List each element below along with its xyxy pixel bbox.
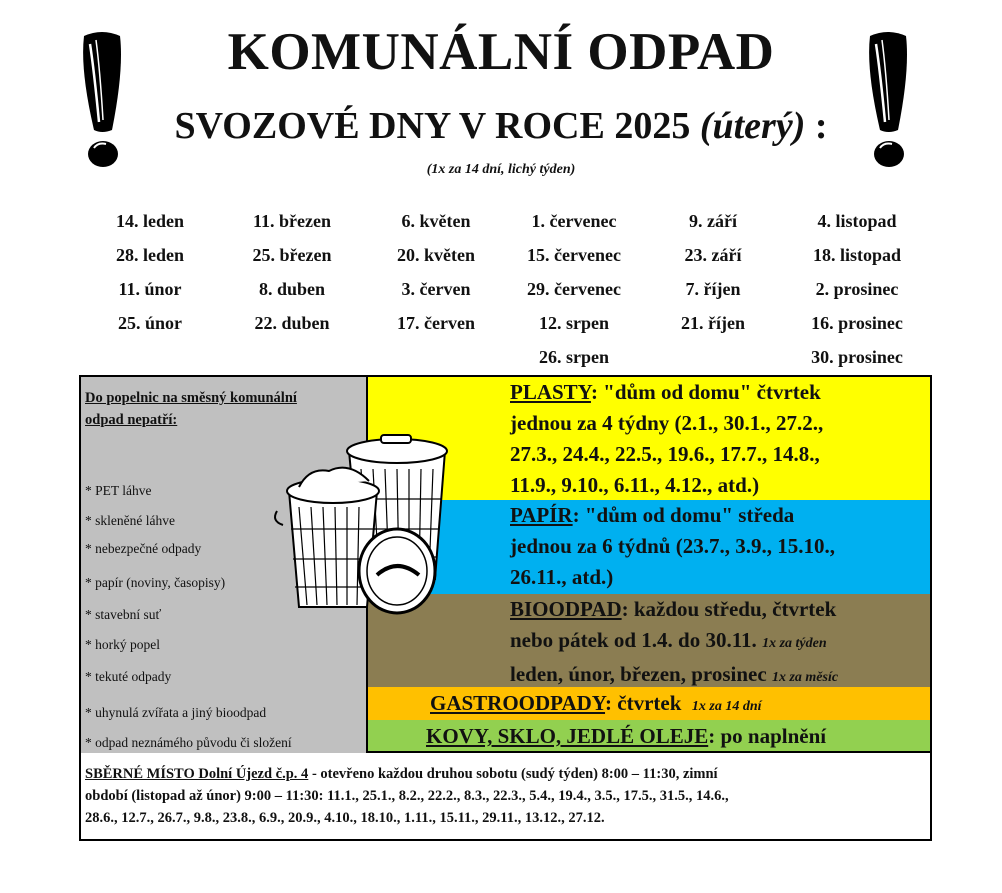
schedule-date: 12. srpen [538, 313, 609, 333]
schedule-date: 26. srpen [538, 347, 609, 367]
not-allowed-item: * nebezpečné odpady [85, 541, 202, 556]
schedule-date: 11. březen [253, 211, 331, 231]
schedule-date: 3. červen [401, 279, 471, 299]
schedule-date: 20. květen [397, 245, 475, 265]
gastro-band [368, 687, 930, 720]
bioodpad-note: 1x za měsíc [771, 670, 839, 685]
papir-text: 26.11., atd.) [510, 565, 614, 589]
schedule-column-6 [782, 208, 932, 378]
gastro-text: : čtvrtek [605, 691, 682, 715]
plasty-text: 27.3., 24.4., 22.5., 19.6., 17.7., 14.8., [510, 442, 820, 466]
schedule-column-4 [499, 208, 649, 378]
not-allowed-item: * tekuté odpady [85, 669, 172, 684]
bioodpad-note: 1x za týden [762, 636, 827, 651]
subtitle-main: SVOZOVÉ DNY V ROCE 2025 [174, 105, 691, 147]
schedule-date: 16. prosinec [811, 313, 903, 333]
schedule-date: 22. duben [254, 313, 330, 333]
schedule-date: 28. leden [115, 245, 184, 265]
kovy-text: : po naplnění [708, 724, 827, 748]
schedule-column-1 [75, 208, 225, 344]
plasty-text: : "dům od domu" čtvrtek [590, 380, 821, 404]
schedule-column-2 [217, 208, 367, 344]
bioodpad-text: leden, únor, březen, prosinec [510, 662, 767, 686]
schedule-date: 25. únor [117, 313, 182, 333]
not-allowed-item: * odpad neznámého původu či složení [85, 735, 292, 750]
schedule-date: 6. květen [401, 211, 471, 231]
schedule-date: 7. říjen [685, 279, 741, 299]
gastro-note: 1x za 14 dní [691, 699, 762, 714]
schedule-date: 18. listopad [812, 245, 902, 265]
papir-text: jednou za 6 týdnů (23.7., 3.9., 15.10., [510, 534, 835, 558]
not-allowed-heading-line: odpad nepatří: [85, 412, 178, 428]
not-allowed-item: * skleněné láhve [85, 513, 175, 528]
schedule-date: 14. leden [115, 211, 184, 231]
schedule-date: 21. říjen [681, 313, 745, 333]
collection-point-name: SBĚRNÉ MÍSTO Dolní Újezd č.p. 4 [85, 766, 309, 782]
not-allowed-heading [85, 387, 365, 431]
papir-text: : "dům od domu" středa [572, 503, 795, 527]
schedule-column-3 [361, 208, 511, 344]
schedule-date: 23. září [684, 245, 742, 265]
kovy-band [368, 720, 930, 753]
plasty-text: 11.9., 9.10., 6.11., 4.12., atd.) [510, 473, 760, 497]
schedule-column-5 [638, 208, 788, 344]
trash-bins-icon [269, 429, 464, 619]
not-allowed-item: * horký popel [85, 637, 160, 652]
not-allowed-item: * papír (noviny, časopisy) [85, 575, 226, 590]
bioodpad-label: BIOODPAD [510, 597, 622, 621]
info-box [79, 375, 932, 841]
frequency-note: (1x za 14 dní, lichý týden) [426, 162, 576, 177]
not-allowed-item: * uhynulá zvířata a jiný bioodpad [85, 705, 267, 720]
subtitle-colon: : [805, 105, 828, 147]
papir-label: PAPÍR [510, 503, 573, 527]
bioodpad-text: : každou středu, čtvrtek [621, 597, 837, 621]
page-title: KOMUNÁLNÍ ODPAD [227, 23, 775, 81]
page-subtitle [0, 104, 1002, 148]
schedule-date: 29. červenec [527, 279, 621, 299]
plasty-label: PLASTY [510, 380, 591, 404]
subtitle-day: (úterý) [699, 105, 806, 147]
schedule-date: 9. září [689, 211, 737, 231]
not-allowed-item: * stavební suť [85, 607, 162, 622]
schedule-date: 17. červen [397, 313, 475, 333]
schedule-date: 2. prosinec [815, 279, 899, 299]
schedule-date: 4. listopad [817, 211, 897, 231]
collection-point-footer [81, 753, 930, 839]
footer-text: období (listopad až únor) 9:00 – 11:30: 11.1., 25.1., 8.2., 22.2., 8.3., 22.3., 5.4., 19.4., 3.5., 17.5., 31.5., 14.6., [85, 788, 729, 804]
footer-text: 28.6., 12.7., 26.7., 9.8., 23.8., 6.9., 20.9., 4.10., 18.10., 1.11., 15.11., 29.11., 13.12., 27.12. [85, 810, 605, 826]
schedule-date: 30. prosinec [811, 347, 903, 367]
kovy-label: KOVY, SKLO, JEDLÉ OLEJE [426, 724, 709, 748]
schedule-date: 25. březen [252, 245, 332, 265]
plasty-text: jednou za 4 týdny (2.1., 30.1., 27.2., [510, 411, 824, 435]
schedule-date: 11. únor [118, 279, 182, 299]
schedule-date: 1. červenec [531, 211, 617, 231]
schedule-date: 8. duben [258, 279, 326, 299]
not-allowed-item: * PET láhve [85, 483, 152, 498]
bioodpad-text: nebo pátek od 1.4. do 30.11. [510, 628, 757, 652]
not-allowed-heading-line: Do popelnic na směsný komunální [85, 390, 297, 406]
gastro-label: GASTROODPADY [430, 691, 606, 715]
schedule-date: 15. červenec [527, 245, 621, 265]
footer-text: - otevřeno každou druhou sobotu (sudý týden) 8:00 – 11:30, zimní [308, 766, 718, 782]
